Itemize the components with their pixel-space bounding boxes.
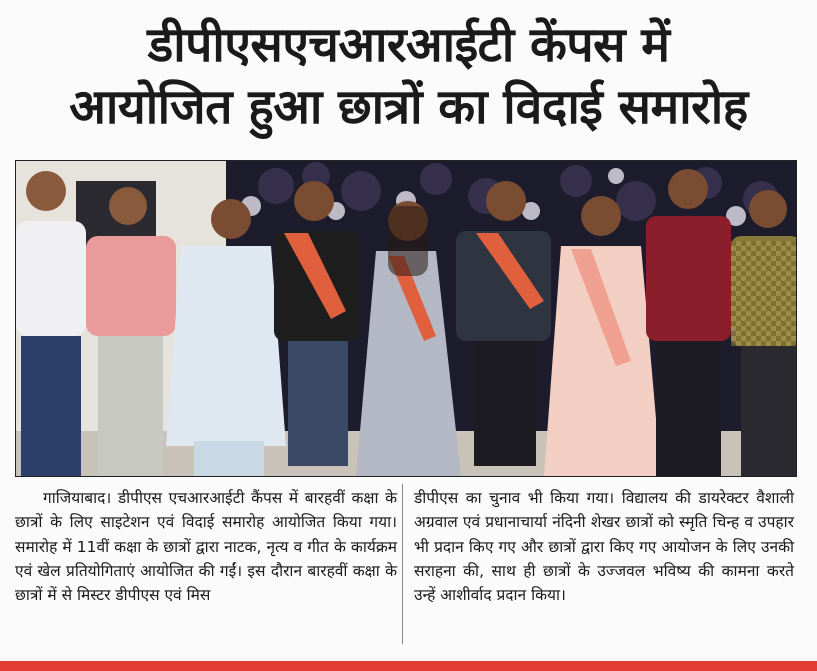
bottom-red-strip [0,661,817,671]
article-text-left: गाजियाबाद। डीपीएस एचआरआईटी कैंपस में बारहवीं कक्षा के छात्रों के लिए साइटेशन एवं विदाई समारोह आयोजित किया गया। समारोह में 11वीं कक्षा के छात्रों द्वारा नाटक, नृत्य व गीत के कार्यक्रम एवं खेल प्रतियोगिताएं आयोजित की गईं। इस दौरान बारहवीं कक्षा के छात्रों में से मिस्टर डीपीएस एवं मिस [15,489,397,605]
article-text-right: डीपीएस का चुनाव भी किया गया। विद्यालय की डायरेक्टर वैशाली अग्रवाल एवं प्रधानाचार्या नंदिनी शेखर छात्रों को स्मृति चिन्ह व उपहार भी प्रदान किए गए और छात्रों द्वारा किए गए आयोजन के लिए उनकी सराहना की, साथ ही छात्रों के उज्जवल भविष्य की कामना करते उन्हें आशीर्वाद प्रदान किया। [414,489,794,605]
column-divider [402,484,403,644]
headline [0,14,817,138]
photo-illustration [16,161,796,476]
group-photo [15,160,797,477]
headline-line-1: डीपीएसएचआरआईटी केंपस में [147,17,670,73]
article-column-right [414,486,794,607]
article-column-left [15,486,397,607]
headline-line-2: आयोजित हुआ छात्रों का विदाई समारोह [69,79,748,135]
